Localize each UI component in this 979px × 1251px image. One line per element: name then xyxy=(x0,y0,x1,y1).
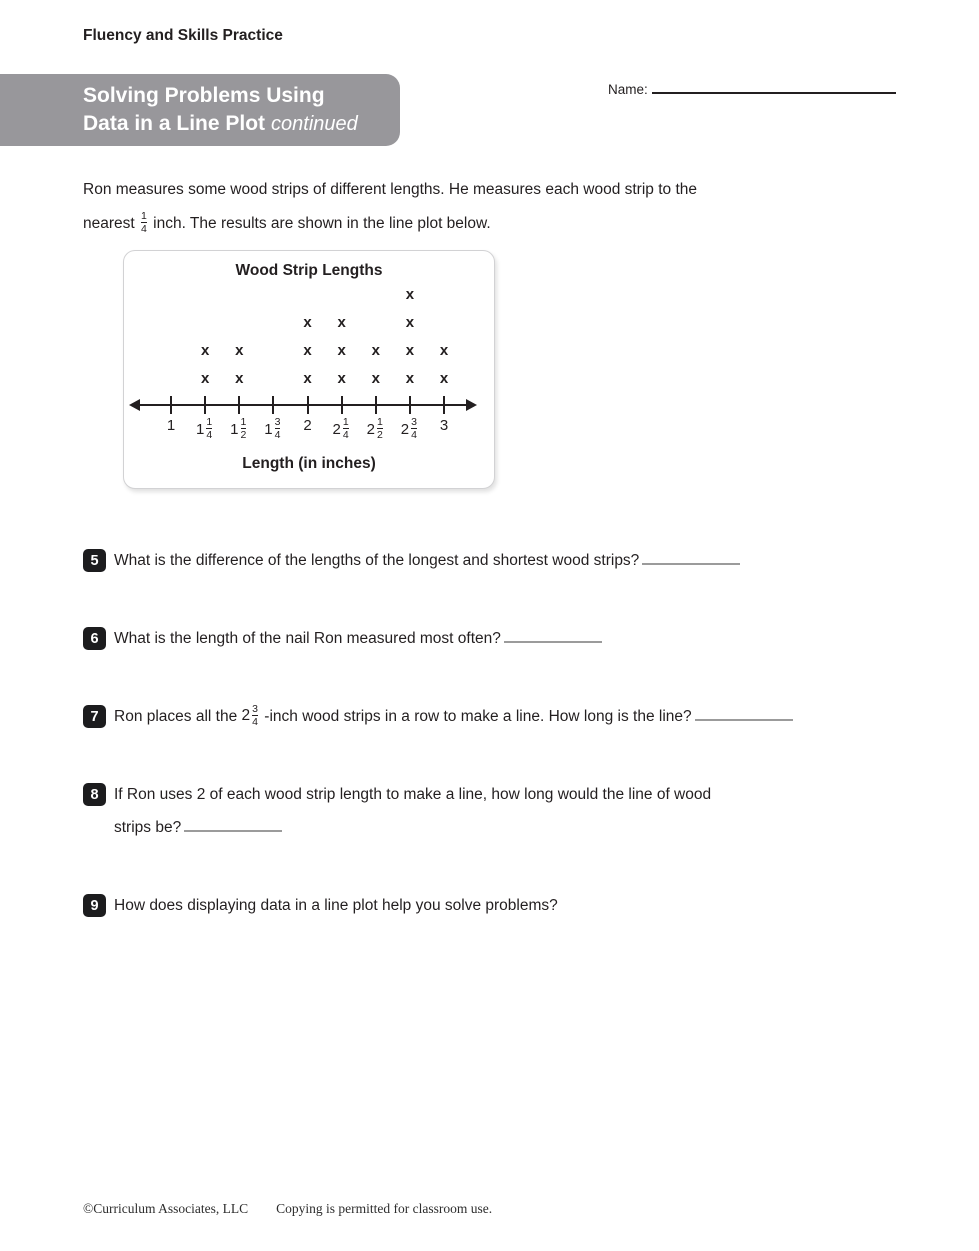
question-line xyxy=(114,622,602,655)
lesson-title-line2 xyxy=(83,110,400,138)
fraction-denominator: 2 xyxy=(377,429,383,441)
text-run: How does displaying data in a line plot help you solve problems? xyxy=(114,897,558,915)
question-text xyxy=(114,778,711,844)
lesson-title-banner xyxy=(0,74,400,146)
name-label: Name: xyxy=(608,82,648,97)
axis-tick xyxy=(204,396,206,414)
question-row xyxy=(83,622,913,655)
x-column xyxy=(294,309,322,393)
question-row xyxy=(83,778,913,844)
fraction xyxy=(167,417,175,434)
number-line xyxy=(138,404,468,406)
question-line xyxy=(114,811,711,844)
fraction xyxy=(303,417,311,434)
axis-tick xyxy=(341,396,343,414)
x-column xyxy=(328,309,356,393)
question-text xyxy=(114,700,793,733)
fraction-whole: 2 xyxy=(303,417,312,434)
fraction xyxy=(401,417,419,441)
permission-text: Copying is permitted for classroom use. xyxy=(276,1201,493,1216)
question-row xyxy=(83,544,913,577)
tick-label xyxy=(290,418,326,435)
tick-label xyxy=(324,418,360,442)
fraction-numerator: 1 xyxy=(240,416,247,428)
tick-label xyxy=(221,418,257,442)
fraction-numerator: 1 xyxy=(206,416,213,428)
x-mark: x xyxy=(337,342,346,359)
question-line xyxy=(114,544,740,577)
text-run: If Ron uses 2 of each wood strip length to make a line, how long would the line of wood xyxy=(114,786,712,804)
x-mark: x xyxy=(439,342,449,359)
fraction-denominator: 4 xyxy=(274,429,281,441)
question-text xyxy=(114,889,558,922)
intro-line xyxy=(83,207,843,241)
fraction-whole: 2 xyxy=(332,420,341,438)
x-mark: x xyxy=(235,342,244,359)
fraction-whole: 1 xyxy=(196,420,205,438)
fraction-numerator: 1 xyxy=(141,209,147,222)
fraction-numerator: 3 xyxy=(252,702,258,715)
fraction-whole: 2 xyxy=(400,420,410,438)
fraction-denominator: 2 xyxy=(240,429,247,441)
x-mark: x xyxy=(405,342,415,359)
text-run: Ron measures some wood strips of different lengths. He measures each wood strip to the xyxy=(83,181,697,198)
x-column xyxy=(430,337,458,393)
axis-left-arrow-icon xyxy=(129,399,140,411)
x-mark: x xyxy=(337,314,346,331)
text-run: inch. The results are shown in the line plot below. xyxy=(148,215,491,232)
fraction-whole: 2 xyxy=(366,420,375,438)
question-number-badge: 7 xyxy=(83,705,106,728)
text-run: What is the difference of the lengths of the longest and shortest wood strips? xyxy=(114,552,640,569)
x-mark: x xyxy=(371,342,380,359)
line-plot-area xyxy=(124,251,494,488)
question-row xyxy=(83,889,913,922)
fraction-stack xyxy=(343,417,349,441)
fraction-denominator: 4 xyxy=(206,429,213,441)
x-column xyxy=(396,281,424,393)
fraction-denominator: 4 xyxy=(252,715,258,728)
fraction-numerator: 1 xyxy=(377,416,383,428)
x-mark: x xyxy=(405,286,415,303)
fraction-whole: 3 xyxy=(439,417,449,434)
fraction-stack xyxy=(377,417,383,441)
fraction-numerator: 3 xyxy=(274,416,281,428)
fraction-whole: 1 xyxy=(166,417,176,434)
fraction xyxy=(242,699,260,732)
fraction xyxy=(333,417,351,441)
fraction-stack xyxy=(411,417,417,441)
question-number-badge: 9 xyxy=(83,894,106,917)
lesson-title-continued: continued xyxy=(271,113,358,135)
fraction-stack xyxy=(252,704,258,728)
axis-tick xyxy=(238,396,240,414)
practice-header: Fluency and Skills Practice xyxy=(83,27,283,44)
text-run: strips be? xyxy=(114,819,182,837)
plot-title: Wood Strip Lengths xyxy=(235,262,383,279)
question-line xyxy=(114,778,711,811)
axis-right-arrow-icon xyxy=(466,399,477,411)
lesson-title-text: Data in a Line Plot xyxy=(83,112,266,135)
axis-tick xyxy=(375,396,377,414)
answer-blank-line xyxy=(695,708,793,721)
name-row xyxy=(608,80,896,97)
axis-tick xyxy=(272,396,274,414)
x-mark: x xyxy=(200,370,210,387)
answer-blank-line xyxy=(184,819,282,832)
fraction xyxy=(264,417,282,441)
axis-tick xyxy=(409,396,411,414)
question-text xyxy=(114,544,740,577)
fraction-whole: 2 xyxy=(241,707,251,725)
fraction-denominator: 4 xyxy=(342,429,349,441)
text-run: -inch wood strips in a row to make a line. How long is the line? xyxy=(260,708,692,725)
x-mark: x xyxy=(303,342,312,359)
fraction xyxy=(139,211,149,235)
question-number-badge: 6 xyxy=(83,627,106,650)
text-run: What is the length of the nail Ron measured most often? xyxy=(114,630,501,647)
x-mark: x xyxy=(405,370,415,387)
x-mark: x xyxy=(439,370,449,387)
axis-tick xyxy=(307,396,309,414)
fraction-numerator: 3 xyxy=(411,416,417,428)
fraction-stack xyxy=(241,417,247,441)
fraction-denominator: 4 xyxy=(411,429,417,441)
tick-label xyxy=(187,418,223,442)
x-column xyxy=(362,337,390,393)
x-mark: x xyxy=(235,370,244,387)
x-mark: x xyxy=(371,370,380,387)
x-mark: x xyxy=(303,314,312,331)
tick-label xyxy=(426,418,462,435)
question-row xyxy=(83,700,913,733)
answer-blank-line xyxy=(642,552,740,565)
fraction-stack xyxy=(206,417,212,441)
question-number-badge: 5 xyxy=(83,549,106,572)
lesson-title-line1: Solving Problems Using xyxy=(83,84,325,107)
question-line xyxy=(114,700,793,733)
fraction-numerator: 1 xyxy=(342,416,349,428)
x-mark: x xyxy=(405,314,415,331)
question-line xyxy=(114,889,558,922)
question-number-badge: 8 xyxy=(83,783,106,806)
axis-tick xyxy=(443,396,445,414)
tick-label xyxy=(358,418,394,442)
fraction-stack xyxy=(275,417,281,441)
x-mark: x xyxy=(200,342,210,359)
fraction xyxy=(196,417,214,441)
axis-tick xyxy=(170,396,172,414)
page-footer xyxy=(83,1201,492,1217)
copyright-text: ©Curriculum Associates, LLC xyxy=(83,1201,249,1216)
fraction-denominator: 4 xyxy=(141,222,147,235)
x-mark: x xyxy=(337,370,346,387)
name-blank-line xyxy=(652,80,896,94)
fraction-whole: 1 xyxy=(230,420,239,438)
x-mark: x xyxy=(303,370,312,387)
answer-blank-line xyxy=(504,630,602,643)
intro-line xyxy=(83,173,843,207)
text-run: nearest xyxy=(83,215,140,232)
x-column xyxy=(191,337,219,393)
fraction xyxy=(367,417,385,441)
fraction-stack xyxy=(141,211,147,235)
x-axis-label: Length (in inches) xyxy=(242,455,376,472)
text-run: Ron places all the xyxy=(114,708,242,725)
tick-label xyxy=(392,418,428,442)
intro-paragraph xyxy=(83,173,843,241)
fraction-whole: 1 xyxy=(264,420,273,438)
x-column xyxy=(225,337,253,393)
fraction xyxy=(230,417,248,441)
tick-label xyxy=(255,418,291,442)
line-plot-panel xyxy=(123,250,495,489)
question-text xyxy=(114,622,602,655)
fraction xyxy=(440,417,448,434)
tick-label xyxy=(153,418,189,435)
question-list xyxy=(83,544,913,967)
